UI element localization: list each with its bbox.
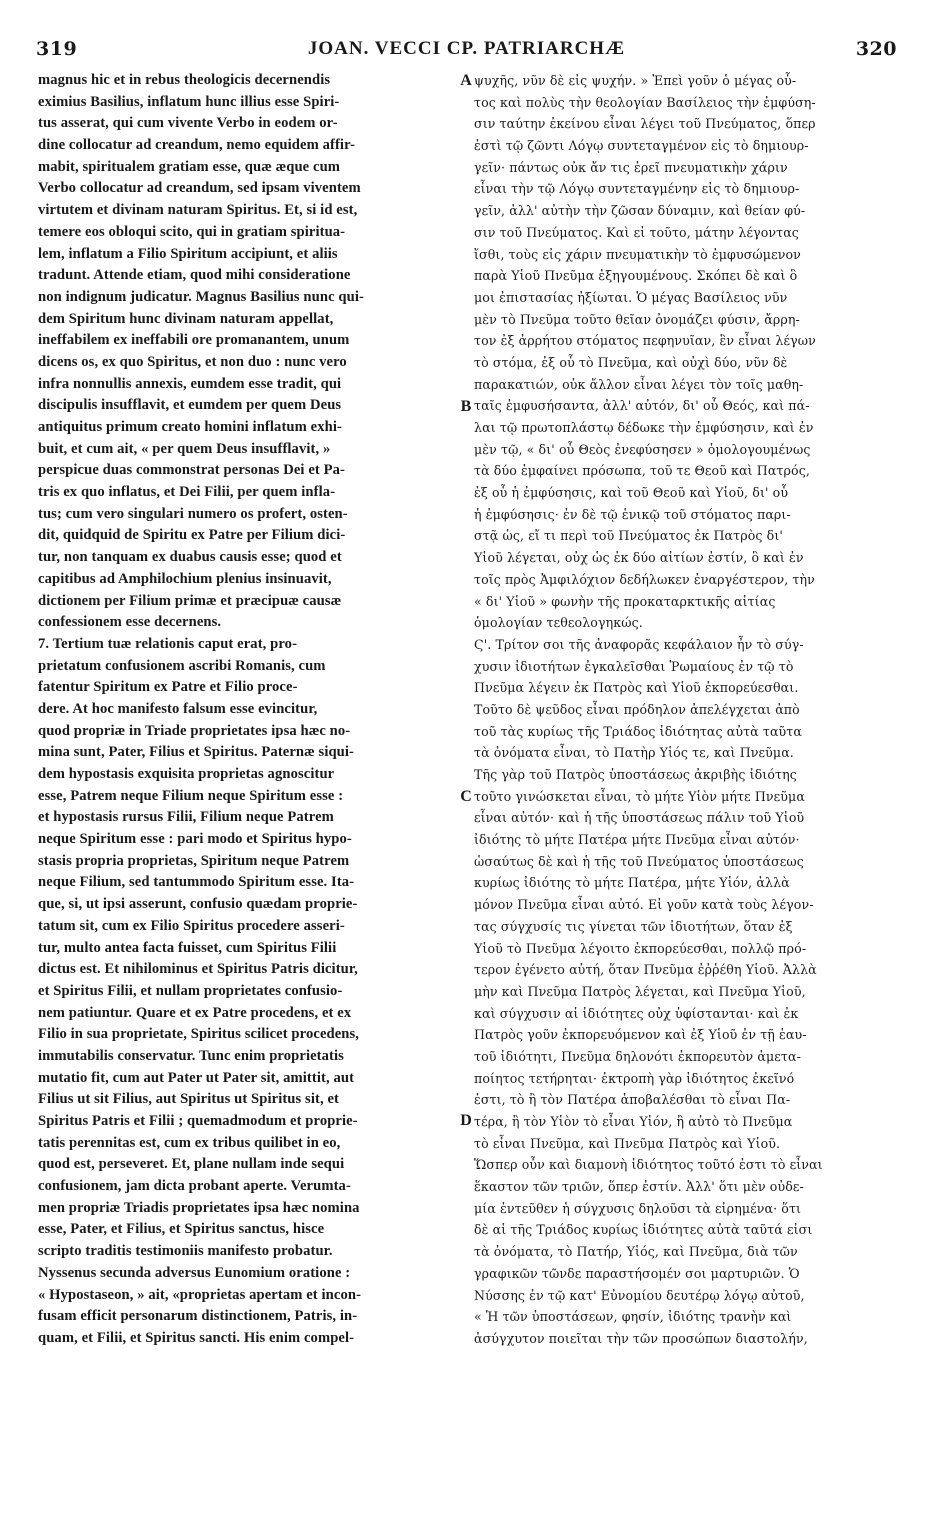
greek-text-line: μόνον Πνεῦμα εἶναι αὐτό. Εἰ γοῦν κατὰ τοὺς λέγον- [474, 897, 814, 913]
greek-text-line: τοῖς πρὸς Ἀμφιλόχιον δεδήλωκεν ἐναργέστερον, τὴν [474, 571, 815, 587]
greek-text-line: μὲν τὸ Πνεῦμα τοῦτο θεῖαν ὀνομάζει φύσιν, ἄρρη- [474, 311, 800, 327]
page-number-left: 319 [36, 38, 78, 60]
latin-text-line: dicens os, ex quo Spiritus, et non duo : nunc vero [38, 353, 347, 370]
greek-text-line: μοι ἐπιστασίας ἠξίωται. Ὁ μέγας Βασίλειος νῦν [474, 289, 788, 305]
greek-text-line: τὰ ὀνόματα εἶναι, τὸ Πατὴρ Υἱός τε, καὶ Πνεῦμα. [474, 745, 794, 761]
greek-text-line: τος καὶ πολὺς τὴν θεολογίαν Βασίλειος τὴν ἐμφύση- [474, 94, 816, 110]
page-header [36, 38, 897, 66]
latin-text-line: tur, non tanquam ex duabus causis esse; quod et [38, 549, 342, 566]
greek-text-line: παρὰ Υἱοῦ Πνεῦμα ἐξηγουμένους. Σκόπει δὲ καὶ ὃ [474, 268, 798, 284]
latin-text-line: dit, quidquid de Spiritu ex Patre per Filium dici- [38, 527, 346, 544]
greek-text-line: « δι' Υἱοῦ » φωνὴν τῆς προκαταρκτικῆς αἰτίας [474, 593, 776, 609]
greek-text-line: κυρίως ἰδιότης τὸ μήτε Πατέρα, μήτε Υἱόν, ἀλλὰ [474, 875, 790, 891]
latin-text-line: quod est, perseveret. Et, plane nullam inde sequi [38, 1156, 345, 1173]
latin-text-line: mina sunt, Pater, Filius et Spiritus. Paternæ siqui- [38, 744, 355, 761]
greek-text-line: ταῖς ἐμφυσήσαντα, ἀλλ' αὐτόν, δι' οὗ Θεός, καὶ πά- [474, 398, 810, 414]
greek-text-line: τὰ ὀνόματα, τὸ Πατήρ, Υἱός, καὶ Πνεῦμα, διὰ τῶν [474, 1244, 798, 1260]
greek-text-line: τας σύγχυσίς τις γίνεται τῶν ἰδιοτήτων, ὅταν ἐξ [474, 918, 793, 934]
latin-text-line: mabit, spiritualem gratiam esse, quæ æque cum [38, 158, 341, 175]
greek-text-line: μὴν καὶ Πνεῦμα Πατρὸς λέγεται, καὶ Πνεῦμα Υἱοῦ, [474, 983, 806, 999]
latin-text-line: neque Spiritum esse : pari modo et Spiritus hypo- [38, 831, 352, 848]
latin-text-line: Spiritus Patris et Filii ; quemadmodum et proprie- [38, 1113, 358, 1129]
latin-text-line: confusionem, jam dicta probant aperte. Verumta- [38, 1178, 351, 1195]
latin-column [38, 70, 456, 1490]
latin-text-line: confessionem esse decernens. [38, 614, 222, 631]
greek-text-line: δὲ αἱ τῆς Τριάδος κυρίως ἰδιότητες αὐτὰ ταῦτά εἰσι [474, 1222, 813, 1238]
latin-text-line: virtutem et divinam naturam Spiritus. Et, si id est, [38, 202, 358, 219]
latin-text-line: capitibus ad Amphilochium plenius insinuavit, [38, 570, 332, 587]
greek-text-line: τὸ στόμα, ἐξ οὗ τὸ Πνεῦμα, καὶ οὐχὶ δύο, νῦν δὲ [474, 354, 788, 370]
latin-text-line: magnus hic et in rebus theologicis decernendis [38, 72, 331, 88]
greek-text-line: Πατρὸς γοῦν ἐκπορευόμενον καὶ ἐξ Υἱοῦ ἐν τῇ ἑαυ- [474, 1027, 807, 1043]
latin-text-line: tur, multo antea facta fuisset, cum Spiritus Filii [38, 939, 337, 956]
latin-text-line: stasis propria proprietas, Spiritum neque Patrem [38, 852, 350, 869]
latin-text-line: scripto traditis testimoniis manifesto probatur. [38, 1243, 333, 1260]
greek-text-line: λαι τῷ πρωτοπλάστῳ δέδωκε τὴν ἐμφύσησιν, καὶ ἐν [474, 420, 814, 435]
greek-text-line: γεῖν, ἀλλ' αὐτὴν τὴν ζῶσαν δύναμιν, καὶ θείαν φύ- [474, 203, 806, 219]
latin-text-line: tatis perennitas est, cum ex tribus quilibet in eo, [38, 1134, 341, 1151]
section-marker-a: A [460, 72, 472, 89]
latin-text-line: 7. Tertium tuæ relationis caput erat, pro- [38, 635, 298, 652]
greek-column [474, 70, 894, 1490]
latin-text-line: quam, et Filii, et Spiritus sancti. His enim compel- [38, 1329, 355, 1346]
greek-text-line: τον ἐξ ἀρρήτου στόματος πεφηνυῖαν, ἓν εἶναι λέγων [474, 333, 816, 349]
greek-text-line: ἕκαστον τῶν τριῶν, ὅπερ ἐστίν. Ἀλλ' ὅτι μὲν οὐδε- [474, 1179, 804, 1195]
latin-text-line: nem patiuntur. Quare et ex Patre procedens, et ex [38, 1004, 352, 1021]
latin-text-line: dictionem per Filium primæ et præcipuæ causæ [38, 592, 342, 609]
latin-text-line: fatentur Spiritum ex Patre et Filio proce- [38, 679, 298, 696]
latin-text-line: prietatum confusionem ascribi Romanis, cum [38, 657, 326, 674]
greek-text-line: τοῦτο γινώσκεται εἶναι, τὸ μήτε Υἱὸν μήτε Πνεῦμα [474, 788, 805, 804]
greek-text-line: « Ἡ τῶν ὑποστάσεων, φησίν, ἰδιότης τρανὴν καὶ [474, 1309, 792, 1325]
latin-text-line: que, si, ut ipsi asserunt, confusio quædam proprie- [38, 896, 358, 913]
greek-text-line: τοῦ τὰς κυρίως τῆς Τριάδος ἰδιότητας αὐτὰ ταῦτα [474, 723, 802, 739]
greek-text-line: ἐστὶ τῷ ζῶντι Λόγῳ συντεταγμένον εἰς τὸ δημιουρ- [474, 138, 809, 154]
greek-text-line: παρακατιών, οὐκ ἄλλον εἶναι λέγει τὸν τοῖς μαθη- [474, 376, 804, 392]
latin-text-line: dem Spiritum hunc divinam naturam appellat, [38, 310, 334, 327]
section-marker-b: B [460, 398, 472, 415]
latin-text-line: lem, inflatum a Filio Spiritum accipiunt, et aliis [38, 245, 338, 262]
section-marker-c: C [460, 788, 472, 805]
greek-text-line: Νύσσης ἐν τῷ κατ' Εὐνομίου δευτέρῳ λόγῳ αὐτοῦ, [474, 1287, 805, 1303]
latin-text-line: tatum sit, cum ex Filio Spiritus procedere asseri- [38, 917, 345, 934]
latin-text-line: Filio in sua proprietate, Spiritus scilicet procedens, [38, 1026, 360, 1043]
greek-text-line: Υἱοῦ τὸ Πνεῦμα λέγοιτο ἐκπορεύεσθαι, πολλῷ πρό- [474, 940, 807, 956]
greek-text-line: ψυχῆς, νῦν δὲ εἰς ψυχήν. » Ἐπεὶ γοῦν ὁ μέγας οὗ- [474, 73, 797, 88]
greek-text-line: εἶναι αὐτόν· καὶ ἡ τῆς ὑποστάσεως πάλιν τοῦ Υἱοῦ [474, 810, 805, 826]
greek-text-line: ἐξ οὗ ἡ ἐμφύσησις, καὶ τοῦ Θεοῦ καὶ Υἱοῦ, δι' οὗ [474, 485, 789, 501]
greek-text-line: τερον ἐγένετο αὐτή, ὅταν Πνεῦμα ἐῤῥέθη Υἱοῦ. Ἀλλὰ [474, 962, 817, 978]
latin-text-line: men propriæ Triadis proprietates ipsa hæc nomina [38, 1199, 360, 1216]
latin-text-line: buit, et cum ait, « per quem Deus insufflavit, » [38, 440, 331, 457]
greek-text-line: στᾷ ὡς, εἴ τι περὶ τοῦ Πνεύματος ἐκ Πατρὸς δι' [474, 528, 783, 544]
section-marker-d: D [460, 1112, 472, 1129]
latin-text-line: infra nonnullis annexis, eumdem esse tradit, qui [38, 375, 342, 392]
greek-text-line: τὰ δύο ἐμφαίνει πρόσωπα, τοῦ τε Θεοῦ καὶ Πατρός, [474, 463, 810, 479]
greek-text-line: σιν ταύτην ἐκείνου εἶναι λέγει τοῦ Πνεύματος, ὅπερ [474, 116, 816, 132]
greek-text-line: γεῖν· πάντως οὐκ ἄν τις ἐρεῖ πνευματικὴν χάριν [474, 159, 788, 175]
latin-text-line: ineffabilem ex ineffabili ore promanantem, unum [38, 332, 350, 349]
section-markers [456, 70, 476, 1490]
latin-text-line: dem hypostasis exquisita proprietas agnoscitur [38, 766, 335, 782]
greek-text-line: ποίητος τετήρηται· ἐκτροπὴ γὰρ ἰδιότητος ἐκεῖνό [474, 1070, 795, 1086]
greek-text-line: μία ἐντεῦθεν ἡ σύγχυσις δηλοῦσι τὰ εἰρημένα· ὅτι [474, 1200, 802, 1216]
greek-text-line: Ϛ'. Τρίτον σοι τῆς ἀναφορᾶς κεφάλαιον ἦν τὸ σύγ- [474, 636, 804, 652]
latin-text-line: fusam efficit personarum distinctionem, Patris, in- [38, 1308, 358, 1325]
latin-text-line: Verbo collocatur ad creandum, sed ipsam viventem [38, 180, 361, 197]
greek-text-line: σιν τοῦ Πνεύματος. Καὶ εἰ τοῦτο, μάτην λέγοντας [474, 224, 799, 240]
latin-text-line: perspicue duas commonstrat personas Dei et Pa- [38, 462, 345, 479]
page-number-right: 320 [855, 38, 897, 60]
greek-text-line: ἀσύγχυτον ποιεῖται τὴν τῶν προσώπων διαστολήν, [474, 1330, 808, 1346]
greek-text-line: ὁμολογίαν τεθεολογηκώς. [474, 615, 643, 631]
greek-text-line: χυσιν ἰδιοτήτων ἐγκαλεῖσθαι Ῥωμαίους ἐν τῷ τὸ [474, 658, 794, 674]
greek-text-line: ἐστι, τὸ ἢ τὸν Πατέρα ἀποβαλέσθαι τὸ εἶναι Πα- [474, 1092, 791, 1108]
greek-text-line: ἰδιότης τὸ μήτε Πατέρα μήτε Πνεῦμα εἶναι αὐτόν· [474, 832, 800, 848]
latin-text-line: esse, Patrem neque Filium neque Spiritum esse : [38, 787, 344, 804]
greek-text-line: ἴσθι, τοὺς εἰς χάριν πνευματικὴν τὸ ἐμφυσώμενον [474, 246, 801, 262]
latin-text-line: Nyssenus secunda adversus Eunomium oratione : [38, 1264, 351, 1281]
latin-text-line: Filius ut sit Filius, aut Spiritus ut Spiritus sit, et [38, 1091, 339, 1108]
greek-text-line: τὸ εἶναι Πνεῦμα, καὶ Πνεῦμα Πατρὸς καὶ Υἱοῦ. [474, 1135, 781, 1151]
latin-text-line: « Hypostaseon, » ait, «proprietas apertam et incon- [38, 1286, 362, 1303]
greek-text-line: τέρα, ἢ τὸν Υἱὸν τὸ εἶναι Υἱόν, ἢ αὐτὸ τὸ Πνεῦμα [474, 1114, 793, 1129]
greek-text-line: Τοῦτο δὲ ψεῦδος εἶναι πρόδηλον ἀπελέγχεται ἀπὸ [474, 701, 800, 717]
latin-text-line: tris ex quo inflatus, et Dei Filii, per quem infla- [38, 484, 336, 501]
greek-text-line: εἶναι τὴν τῷ Λόγῳ συντεταγμένην εἰς τὸ δημιουρ- [474, 181, 800, 197]
greek-text-line: ἡ ἐμφύσησις· ἐν δὲ τῷ ἑνικῷ τοῦ στόματος παρι- [474, 506, 791, 522]
latin-text-line: et hypostasis rursus Filii, Filium neque Patrem [38, 809, 334, 826]
latin-text-line: esse, Pater, et Filius, et Spiritus sanctus, hisce [38, 1221, 325, 1238]
greek-text-line: Υἱοῦ λέγεται, οὐχ ὡς ἐκ δύο αἰτίων ἐστίν, ὃ καὶ ἐν [474, 550, 804, 566]
greek-text-line: Πνεῦμα λέγειν ἐκ Πατρὸς καὶ Υἱοῦ ἐκπορεύεσθαι. [474, 680, 799, 696]
latin-text-line: dere. At hoc manifesto falsum esse evincitur, [38, 700, 318, 717]
latin-text-line: mutatio fit, cum aut Pater ut Pater sit, amittit, aut [38, 1069, 355, 1086]
greek-text-line: Ὥσπερ οὖν καὶ διαμονὴ ἰδιότητος τοῦτό ἐστι τὸ εἶναι [474, 1157, 823, 1173]
latin-text-line: tus asserat, qui cum vivente Verbo in eodem or- [38, 115, 338, 132]
latin-text-line: immutabilis conservatur. Tunc enim proprietatis [38, 1047, 344, 1064]
greek-text-line: γραφικῶν τῶνδε παραστήσομέν σοι μαρτυριῶν. Ὁ [474, 1265, 800, 1281]
latin-text-line: dictus est. Et nihilominus et Spiritus Patris dicitur, [38, 961, 358, 978]
latin-text-line: eximius Basilius, inflatum hunc illius esse Spiri- [38, 93, 340, 110]
greek-text-line: τοῦ ἰδιότητι, Πνεῦμα δηλονότι ἐκπορευτὸν ἀμετα- [474, 1048, 801, 1064]
latin-text-line: discipulis insufflavit, et eumdem per quem Deus [38, 397, 342, 414]
greek-text-line: ὡσαύτως δὲ καὶ ἡ τῆς τοῦ Πνεύματος ὑποστάσεως [474, 853, 804, 869]
greek-text-line: Τῆς γὰρ τοῦ Πατρὸς ὑποστάσεως ἀκριβὴς ἰδιότης [474, 767, 797, 782]
latin-text-line: dine collocatur ad creandum, nemo equidem affir- [38, 137, 356, 154]
latin-text-line: temere eos obloqui scito, qui in gratiam spiritua- [38, 223, 346, 240]
latin-text-line: quod propriæ in Triade proprietates ipsa hæc no- [38, 722, 351, 739]
latin-text-line: tus; cum vero singulari numero os profert, osten- [38, 505, 348, 522]
running-title: JOAN. VECCI CP. PATRIARCHÆ [307, 38, 626, 59]
latin-text-line: neque Filium, sed tantummodo Spiritum esse. Ita- [38, 874, 355, 891]
latin-text-line: et Spiritus Filii, et nullam proprietates confusio- [38, 982, 343, 999]
greek-text-line: καὶ σύγχυσιν αἱ ἰδιότητες οὐχ ὑφίστανται· καὶ ἐκ [474, 1005, 799, 1021]
latin-text-line: antiquitus primum creato homini inflatum exhi- [38, 419, 342, 435]
greek-text-line: μὲν τῷ, « δι' οὗ Θεὸς ἐνεφύσησεν » ὁμολογουμένως [474, 441, 811, 457]
latin-text-line: non indignum judicatur. Magnus Basilius nunc qui- [38, 288, 364, 305]
latin-text-line: tradunt. Attende etiam, quod mihi consideratione [38, 267, 351, 284]
